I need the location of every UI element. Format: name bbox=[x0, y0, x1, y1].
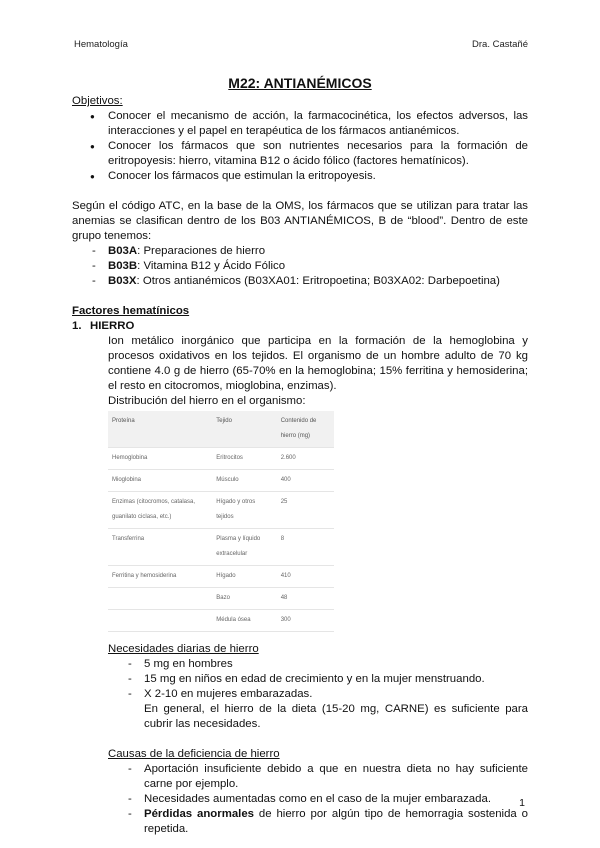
causes-text: Aportación insuficiente debido a que en nuestra dieta no hay suficiente carne por ejemplo. bbox=[144, 763, 528, 790]
atc-code: B03X bbox=[108, 275, 137, 287]
needs-item: - X 2-10 en mujeres embarazadas. bbox=[144, 687, 528, 702]
table-cell: Eritrocitos bbox=[212, 448, 276, 470]
table-cell: Plasma y líquido extracelular bbox=[212, 529, 276, 566]
atc-code: B03A bbox=[108, 245, 138, 257]
table-cell: 8 bbox=[277, 529, 334, 566]
atc-item bbox=[108, 244, 528, 259]
atc-text: : Otros antianémicos (B03XA01: Eritropoetina; B03XA02: Darbepoetina) bbox=[136, 275, 500, 287]
causes-item bbox=[144, 762, 528, 792]
atc-text: : Preparaciones de hierro bbox=[137, 245, 266, 257]
page-title: M22: ANTIANÉMICOS bbox=[228, 75, 372, 91]
table-row bbox=[108, 470, 334, 492]
iron-heading-text: HIERRO bbox=[90, 320, 135, 332]
atc-text: : Vitamina B12 y Ácido Fólico bbox=[137, 260, 286, 272]
needs-note: En general, el hierro de la dieta (15-20 mg, CARNE) es suficiente para cubrir las necesidades. bbox=[144, 703, 528, 730]
factors-heading: Factores hematínicos bbox=[72, 305, 190, 317]
table-cell: Ferritina y hemosiderina bbox=[108, 566, 212, 588]
table-row bbox=[108, 448, 334, 470]
needs-item: - 15 mg en niños en edad de crecimiento y en la mujer menstruando. bbox=[144, 672, 528, 687]
needs-heading: Necesidades diarias de hierro bbox=[108, 643, 259, 655]
atc-paragraph: Según el código ATC, en la base de la OMS, los fármacos que se utilizan para tratar las anemias se clasifican dentro de los B03 ANTIANÉMICOS, B de “blood”. Dentro de este grupo tenemos: bbox=[72, 200, 528, 242]
table-cell: Enzimas (citocromos, catalasa, guanilato ciclasa, etc.) bbox=[108, 492, 212, 529]
needs-item: - 5 mg en hombres bbox=[144, 657, 528, 672]
table-header-cell: Proteína bbox=[108, 411, 212, 448]
table-cell: 400 bbox=[277, 470, 334, 492]
atc-item bbox=[108, 274, 528, 289]
header-left: Hematología bbox=[74, 39, 128, 50]
table-cell: Músculo bbox=[212, 470, 276, 492]
table-cell: Bazo bbox=[212, 588, 276, 610]
table-cell bbox=[108, 610, 212, 632]
table-cell: Médula ósea bbox=[212, 610, 276, 632]
objective-item: ● Conocer el mecanismo de acción, la farmacocinética, los efectos adversos, las interacciones y el papel en terapéutica de los fármacos antianémicos. bbox=[108, 109, 528, 139]
page-number: 1 bbox=[519, 797, 525, 809]
table-cell: Transferrina bbox=[108, 529, 212, 566]
table-cell: 2.600 bbox=[277, 448, 334, 470]
iron-section bbox=[72, 319, 528, 837]
objectives-heading: Objetivos: bbox=[72, 95, 123, 107]
causes-heading: Causas de la deficiencia de hierro bbox=[108, 748, 280, 760]
table-cell bbox=[108, 588, 212, 610]
header-right: Dra. Castañé bbox=[472, 39, 528, 50]
objective-item: ● Conocer los fármacos que son nutrientes necesarios para la formación de eritropoyesis: hierro, vitamina B12 o ácido fólico (factores hematínicos). bbox=[108, 139, 528, 169]
table-header-cell: Tejido bbox=[212, 411, 276, 448]
causes-list bbox=[90, 762, 528, 837]
document-body bbox=[72, 94, 528, 837]
atc-code: B03B bbox=[108, 260, 138, 272]
iron-paragraph: Ion metálico inorgánico que participa en la formación de la hemoglobina y procesos oxidativos en los tejidos. El organismo de un hombre adulto de 70 kg contiene 4.0 g de hierro (65-70% en la hemoglobina; 15% ferritina y hemosiderina; el resto en citocromos, mioglobina, enzimas). bbox=[108, 335, 528, 392]
objectives-list bbox=[72, 109, 528, 184]
atc-item bbox=[108, 259, 528, 274]
table-row bbox=[108, 529, 334, 566]
causes-item bbox=[144, 792, 528, 807]
needs-list bbox=[90, 657, 528, 702]
table-row bbox=[108, 610, 334, 632]
table-cell: 410 bbox=[277, 566, 334, 588]
table-row bbox=[108, 566, 334, 588]
iron-number: 1. bbox=[72, 320, 82, 332]
table-cell: 300 bbox=[277, 610, 334, 632]
objective-item: ● Conocer los fármacos que estimulan la eritropoyesis. bbox=[108, 169, 528, 184]
causes-text: Necesidades aumentadas como en el caso de la mujer embarazada. bbox=[144, 793, 491, 805]
table-cell: Hígado y otros tejidos bbox=[212, 492, 276, 529]
table-header-cell: Contenido de hierro (mg) bbox=[277, 411, 334, 448]
table-cell: Mioglobina bbox=[108, 470, 212, 492]
table-cell: Hígado bbox=[212, 566, 276, 588]
atc-list bbox=[72, 244, 528, 289]
table-cell: Hemoglobina bbox=[108, 448, 212, 470]
table-cell: 48 bbox=[277, 588, 334, 610]
causes-bold: Pérdidas anormales bbox=[144, 808, 254, 820]
causes-item bbox=[144, 807, 528, 837]
causes-text: de hierro por algún tipo de hemorragia sostenida o repetida. bbox=[144, 808, 528, 835]
iron-heading bbox=[72, 319, 528, 334]
table-row bbox=[108, 492, 334, 529]
table-cell: 25 bbox=[277, 492, 334, 529]
iron-table-caption: Distribución del hierro en el organismo: bbox=[108, 395, 306, 407]
iron-distribution-table bbox=[108, 411, 334, 632]
table-header-row bbox=[108, 411, 334, 448]
table-row bbox=[108, 588, 334, 610]
